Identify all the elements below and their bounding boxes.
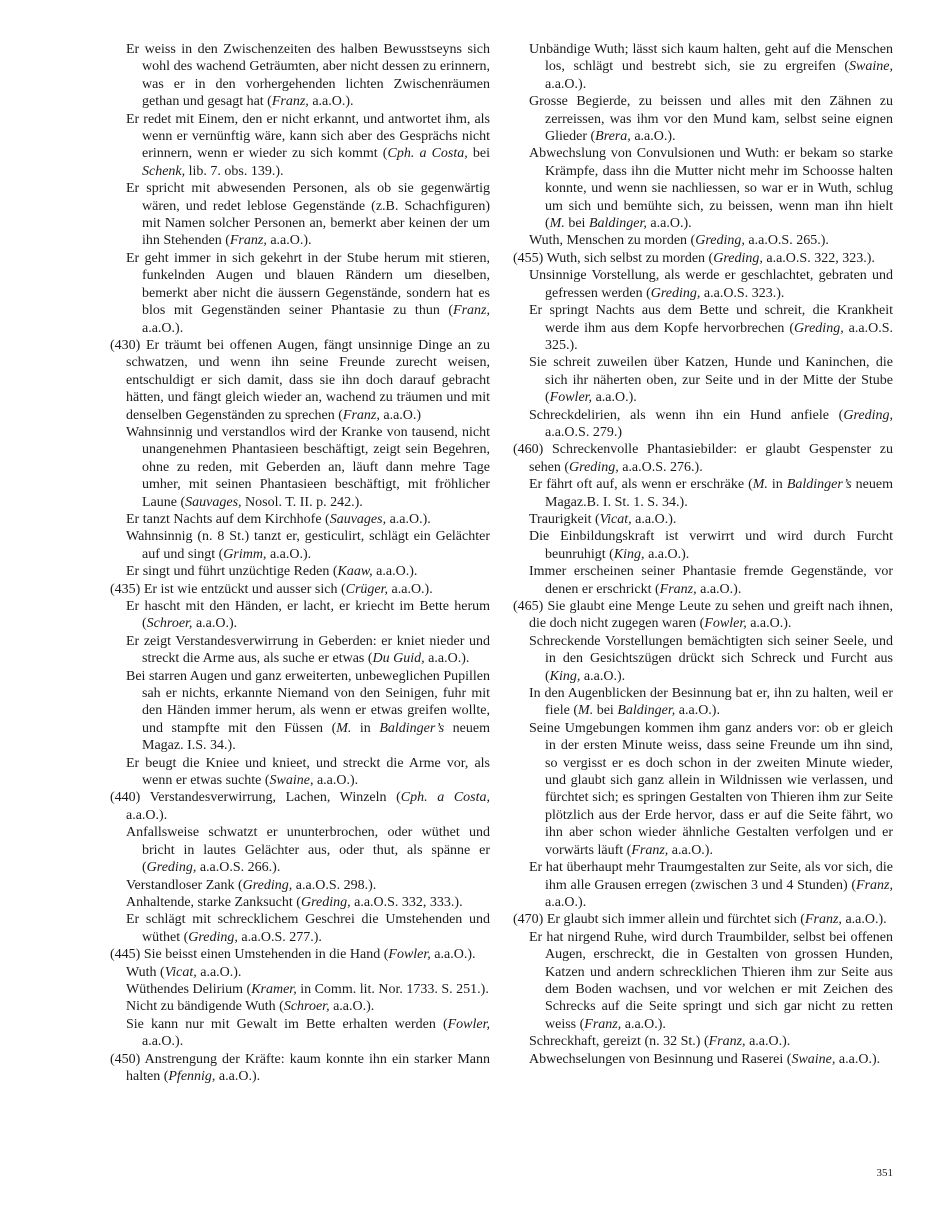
citation-author: Franz,: [631, 842, 669, 858]
entry-number: (430): [110, 337, 141, 353]
entry-number: (445): [110, 947, 141, 963]
entry-text: a.a.O.).: [545, 894, 587, 910]
entry-text: Er geht immer in sich gekehrt in der Stube herum mit stieren, funkelnden Augen und blauen Rändern um dieselben, bemerkt aber nicht die äussern Gegenstände, sondern hat es blos mit Gegenständen seiner Phantasie zu thun (: [126, 250, 490, 319]
entry-text: lib. 7. obs. 139.).: [185, 163, 284, 179]
symptom-entry: [513, 441, 893, 476]
entry-text: a.a.O.).: [631, 511, 677, 527]
citation-author: Brera,: [595, 129, 631, 145]
entry-text: a.a.O.).: [313, 773, 359, 789]
entry-text: Er hascht mit den Händen, er lacht, er kriecht im Bette herum (: [126, 599, 490, 632]
entry-text: a.a.O.).: [386, 511, 431, 527]
entry-text: Sie schreit zuweilen über Katzen, Hunde und Kaninchen, die sich ihr näherten oben, zur Seite und in der Mitte der Stube (: [529, 355, 893, 406]
citation-author: Swaine,: [849, 59, 893, 75]
entry-text: Wuth (: [126, 964, 165, 980]
citation-author: Franz,: [584, 1016, 622, 1032]
entry-text: a.a.O.).: [308, 94, 354, 110]
entry-text: a.a.O.S. 323.).: [700, 285, 785, 301]
citation-author: Franz,: [453, 303, 490, 319]
entry-text: Schreckdelirien, als wenn ihn ein Hund anfiele (: [529, 407, 844, 423]
entry-text: Abwechselungen von Besinnung und Raserei (: [529, 1051, 792, 1067]
citation-author: Franz,: [659, 581, 697, 597]
entry-text: a.a.O.S. 277.).: [237, 929, 322, 945]
entry-text: Er weiss in den Zwischenzeiten des halben Bewusstseyns sich wohl des wachend Geträumten, aber nicht dessen zu erinnern, was er in den vorhergehenden lichten Zwischenräumen gethan und gesagt hat (: [126, 42, 490, 110]
entry-number: (440): [110, 790, 141, 806]
entry-number: (455): [513, 250, 544, 266]
entry-text: a.a.O.).: [142, 320, 184, 336]
citation-author: Cph. a Costa,: [400, 790, 491, 806]
symptom-entry: [110, 789, 490, 824]
entry-text: Er hat nirgend Ruhe, wird durch Traumbilder, selbst bei offenen Augen, erschreckt, die in Gestalten von grossen Hunden, Katzen und andern schrecklichen Thieren ihm zur Seite aus dem Boden wachsen, und vor welchen er mit Zeichen des Schrecks auf die Seite springt und sich gar nicht zu retten weiss (: [529, 929, 893, 1032]
entry-text: a.a.O.).: [668, 842, 713, 858]
entry-text: Nicht zu bändigende Wuth (: [126, 999, 284, 1015]
citation-author: King,: [549, 668, 581, 684]
citation-author: M.: [336, 720, 352, 736]
entry-text: a.a.O.).: [745, 1034, 791, 1050]
entry-text: a.a.O.).: [746, 616, 792, 632]
symptom-entry: [513, 476, 893, 511]
citation-author: Greding,: [569, 459, 619, 475]
entry-number: (450): [110, 1051, 141, 1067]
entry-text: Er zeigt Verstandesverwirrung in Geberden: er kniet nieder und streckt die Arme aus, als suche er etwas (: [126, 633, 490, 667]
citation-author: Franz,: [856, 877, 893, 893]
citation-author: Sauvages,: [185, 494, 242, 510]
entry-text: Schreckenvolle Phantasiebilder: er glaubt Gespenster zu sehen (: [529, 442, 894, 475]
entry-text: Er ist wie entzückt und ausser sich (: [143, 581, 346, 597]
citation-author: Cph. a Costa,: [387, 146, 468, 162]
citation-author: Crüger,: [345, 581, 389, 597]
symptom-entry: [110, 111, 490, 181]
entry-text: in: [767, 477, 787, 493]
symptom-entry: [513, 1033, 893, 1050]
symptom-entry: [513, 685, 893, 720]
citation-author: M.: [578, 703, 594, 719]
citation-author: Greding,: [794, 320, 844, 336]
entry-text: Er redet mit Einem, den er nicht erkannt, und antwortet ihm, als wenn er vernünftig wäre, kann sich aber des Gesprächs nicht erinnern, wenn er wieder zu sich kommt (: [126, 111, 490, 162]
entry-text: a.a.O.).: [192, 616, 238, 632]
entry-text: a.a.O.).: [841, 912, 887, 928]
entry-text: a.a.O.S. 279.): [545, 424, 622, 440]
citation-author: Fowler,: [549, 390, 593, 406]
citation-author: Fowler,: [447, 1016, 490, 1032]
entry-text: a.a.O.S. 322, 323.).: [762, 250, 875, 266]
citation-author: Baldinger’s: [379, 720, 445, 736]
entry-text: Sie glaubt eine Menge Leute zu sehen und greift nach ihnen, die doch nicht zugegen waren (: [529, 599, 894, 632]
right-column: [513, 41, 893, 1068]
entry-text: Abwechslung von Convulsionen und Wuth: er bekam so starke Krämpfe, dass ihn die Mutter nicht mehr im Schoosse halten konnte, und wenn sie nachliessen, so war er in Wuth, schlug um sich und bemühte sich, zu beissen, wenn man ihn hielt (: [529, 146, 893, 232]
entry-text: Wuth, sich selbst zu morden (: [546, 250, 714, 266]
entry-text: Wahnsinnig und verstandlos wird der Kranke von tausend, nicht unangenehmen Phantasieen beschäftigt, zeigt sein Begehren, ohne zu reden, mit Geberden an, läuft dann mehre Tage umher, mit seinen Phantasieen beschäftigt, mit fröhlicher Laune (: [126, 424, 490, 510]
symptom-entry: [513, 250, 893, 267]
citation-author: Sauvages,: [329, 511, 387, 527]
entry-text: Nosol. T. II. p. 242.).: [241, 494, 363, 510]
entry-text: Anstrengung der Kräfte: kaum konnte ihn ein starker Mann halten (: [126, 1051, 491, 1084]
symptom-entry: [110, 1051, 490, 1086]
entry-text: a.a.O.).: [266, 233, 312, 249]
entry-text: Schreckhaft, gereizt (n. 32 St.) (: [529, 1034, 709, 1050]
entry-text: a.a.O.).: [675, 703, 720, 719]
entry-text: a.a.O.S. 276.).: [618, 459, 703, 475]
entry-text: Er tanzt Nachts auf dem Kirchhofe (: [126, 511, 330, 527]
citation-author: Greding,: [188, 929, 238, 945]
citation-author: Greding,: [650, 285, 701, 301]
citation-author: Swaine,: [791, 1051, 836, 1067]
entry-text: in: [351, 720, 380, 736]
citation-author: Greding,: [843, 407, 893, 423]
citation-author: M.: [752, 477, 768, 493]
entry-text: Traurigkeit (: [529, 511, 600, 527]
entry-text: neuem Magaz. I.S. 34.).: [142, 720, 490, 754]
entry-text: in Comm. lit. Nor. 1733. S. 251.).: [296, 981, 489, 997]
citation-author: Greding,: [695, 233, 745, 249]
citation-author: Kramer,: [251, 981, 297, 997]
symptom-entry: [110, 668, 490, 755]
entry-text: a.a.O.).: [646, 216, 692, 232]
entry-text: a.a.O.).: [388, 581, 433, 597]
entry-text: Er singt und führt unzüchtige Reden (: [126, 564, 338, 580]
entry-text: a.a.O.).: [126, 807, 168, 823]
entry-text: Er träumt bei offenen Augen, fängt unsinnige Dinge an zu schwatzen, und wenn ihn seine Freunde zurecht weisen, entschuldigt er sich damit, dass sie ihn doch darauf gebracht hätten, und fängt gleich wieder an, wachend zu träumen und mit denselben Gegenständen zu sprechen (: [126, 337, 490, 423]
citation-author: Fowler,: [388, 947, 431, 963]
citation-author: Franz,: [804, 912, 842, 928]
symptom-entry: [110, 998, 490, 1015]
citation-author: Swaine,: [269, 773, 314, 789]
symptom-entry: [513, 720, 893, 859]
citation-author: M.: [549, 216, 565, 232]
citation-author: Baldinger’s: [786, 477, 852, 493]
entry-text: Anhaltende, starke Zanksucht (: [126, 894, 301, 910]
citation-author: Greding,: [300, 894, 351, 910]
symptom-entry: [513, 407, 893, 442]
entry-text: neuem Magaz.B. I. St. 1. S. 34.).: [545, 477, 893, 510]
entry-text: Seine Umgebungen kommen ihm ganz anders vor: ob er gleich in der ersten Minute weiss, dass seine Freunde um ihn sind, so vergisst er es doch schon in der zweiten Minute wieder, und glaubt sich ganz allein in Wildnissen wie verlassen, und fürchtet sich; es springen Gestalten von Thieren ihm zur Seite plötzlich aus der Erde hervor, dass er auf die Seite fährt, wo ihn aber schon wieder ähnliche Gestalten verfolgen und er vorwärts läuft (: [529, 720, 893, 858]
entry-text: a.a.O.).: [266, 546, 312, 562]
entry-number: (470): [513, 912, 544, 928]
symptom-entry: [110, 877, 490, 894]
entry-text: a.a.O.).: [696, 581, 742, 597]
symptom-entry: [110, 180, 490, 250]
citation-author: Franz,: [271, 94, 309, 110]
entry-number: (435): [110, 581, 141, 597]
entry-text: a.a.O.S. 266.).: [196, 860, 281, 876]
entry-text: Unsinnige Vorstellung, als werde er geschlachtet, gebraten und gefressen werden (: [529, 268, 893, 301]
symptom-entry: [513, 633, 893, 685]
symptom-entry: [513, 302, 893, 354]
entry-text: a.a.O.).: [424, 651, 470, 667]
symptom-entry: [513, 267, 893, 302]
citation-author: Baldinger,: [617, 703, 676, 719]
symptom-entry: [110, 250, 490, 337]
symptom-entry: [110, 755, 490, 790]
entry-text: bei: [593, 703, 618, 719]
entry-text: a.a.O.).: [592, 390, 637, 406]
entry-number: (460): [513, 442, 544, 458]
citation-author: Grimm,: [223, 546, 267, 562]
entry-text: a.a.O.).: [215, 1068, 261, 1084]
citation-author: Franz,: [229, 233, 267, 249]
symptom-entry: [110, 911, 490, 946]
entry-text: Verstandloser Zank (: [126, 877, 243, 893]
citation-author: Franz,: [342, 407, 380, 423]
symptom-entry: [513, 859, 893, 911]
entry-text: a.a.O.).: [372, 564, 418, 580]
entry-text: a.a.O.).: [196, 964, 242, 980]
symptom-entry: [513, 911, 893, 928]
entry-text: a.a.O.): [379, 407, 422, 423]
entry-text: In den Augenblicken der Besinnung bat er, ihn zu halten, weil er fiele (: [529, 686, 893, 719]
symptom-entry: [110, 41, 490, 111]
symptom-entry: [513, 1051, 893, 1068]
citation-author: Greding,: [713, 250, 763, 266]
entry-text: a.a.O.).: [329, 999, 375, 1015]
entry-text: a.a.O.S. 298.).: [292, 877, 377, 893]
symptom-entry: [110, 633, 490, 668]
citation-author: Greding,: [146, 860, 197, 876]
entry-text: a.a.O.).: [580, 668, 626, 684]
symptom-entry: [110, 1016, 490, 1051]
entry-text: a.a.O.S. 332, 333.).: [350, 894, 463, 910]
citation-author: Vicat,: [599, 511, 632, 527]
symptom-entry: [513, 929, 893, 1033]
entry-text: Unbändige Wuth; lässt sich kaum halten, geht auf die Menschen los, schlägt und bestrebt sich, sie zu ergreifen (: [529, 42, 893, 75]
symptom-entry: [110, 563, 490, 580]
symptom-entry: [513, 528, 893, 563]
page-number: 351: [876, 1167, 893, 1179]
entry-text: a.a.O.).: [430, 947, 476, 963]
entry-text: bei: [564, 216, 589, 232]
citation-author: Baldinger,: [588, 216, 647, 232]
citation-author: Fowler,: [704, 616, 747, 632]
symptom-entry: [110, 424, 490, 511]
entry-text: Er beugt die Kniee und knieet, und streckt die Arme vor, als wenn er etwas suchte (: [126, 755, 490, 789]
citation-author: Kaaw,: [337, 564, 373, 580]
symptom-entry: [513, 511, 893, 528]
citation-author: Du Guid,: [372, 651, 425, 667]
citation-author: Schroer,: [283, 999, 330, 1015]
entry-text: a.a.O.).: [621, 1016, 666, 1032]
entry-text: a.a.O.).: [545, 76, 587, 92]
symptom-entry: [110, 337, 490, 424]
symptom-entry: [513, 232, 893, 249]
entry-text: Er glaubt sich immer allein und fürchtet sich (: [546, 912, 805, 928]
symptom-entry: [110, 946, 490, 963]
symptom-entry: [110, 511, 490, 528]
symptom-entry: [110, 964, 490, 981]
citation-author: Greding,: [242, 877, 293, 893]
entry-text: Anfallsweise schwatzt er ununterbrochen, oder wüthet und bricht in lautes Gelächter aus, oder thut, als spänne er (: [126, 825, 490, 876]
entry-text: Sie kann nur mit Gewalt im Bette erhalten werden (: [126, 1016, 448, 1032]
entry-text: Sie beisst einen Umstehenden in die Hand (: [143, 947, 389, 963]
entry-text: Verstandesverwirrung, Lachen, Winzeln (: [149, 790, 401, 806]
entry-text: Er schlägt mit schrecklichem Geschrei die Umstehenden und wüthet (: [126, 912, 490, 945]
symptom-entry: [513, 145, 893, 232]
left-column: [110, 41, 490, 1085]
citation-author: Franz,: [708, 1034, 746, 1050]
symptom-entry: [110, 824, 490, 876]
entry-text: a.a.O.).: [644, 546, 690, 562]
entry-text: Er spricht mit abwesenden Personen, als ob sie gegenwärtig wären, und redet leblose Gegenstände (z.B. Schachfiguren) mit Namen solcher Personen an, bemerkt aber keinen der um ihn Stehenden (: [126, 181, 490, 249]
symptom-entry: [110, 598, 490, 633]
entry-text: Er springt Nachts aus dem Bette und schreit, die Krankheit werde ihm aus dem Kopfe hervorbrechen (: [529, 303, 893, 336]
entry-text: Bei starren Augen und ganz erweiterten, unbeweglichen Pupillen sah er nichts, erkannte Niemand von den Seinigen, fuhr mit den Händen immer herum, als wenn er etwas greifen wollte, und stampfte mit den Füssen (: [126, 668, 490, 736]
entry-text: Wahnsinnig (n. 8 St.) tanzt er, gesticulirt, schlägt ein Gelächter auf und singt (: [126, 529, 490, 562]
entry-text: Wüthendes Delirium (: [126, 981, 252, 997]
symptom-entry: [513, 41, 893, 93]
entry-text: bei: [467, 146, 491, 162]
symptom-entry: [513, 563, 893, 598]
entry-text: Die Einbildungskraft ist verwirrt und wird durch Furcht beunruhigt (: [529, 529, 893, 562]
entry-text: a.a.O.S. 265.).: [744, 233, 829, 249]
citation-author: Vicat,: [164, 964, 197, 980]
entry-text: a.a.O.S. 325.).: [545, 320, 893, 353]
citation-author: King,: [613, 546, 645, 562]
entry-text: a.a.O.).: [835, 1051, 881, 1067]
entry-text: Er fährt oft auf, als wenn er erschräke (: [529, 477, 753, 493]
entry-text: Grosse Begierde, zu beissen und alles mit den Zähnen zu zerreissen, was ihm vor den Mund kam, selbst seine eignen Glieder (: [529, 94, 893, 145]
entry-text: Er hat überhaupt mehr Traumgestalten zur Seite, als vor sich, die ihm alle Grausen erregen (zwischen 3 und 4 Stunden) (: [529, 860, 893, 893]
entry-text: a.a.O.).: [142, 1034, 184, 1050]
entry-number: (465): [513, 599, 544, 614]
symptom-entry: [513, 93, 893, 145]
symptom-entry: [110, 528, 490, 563]
citation-author: Schenk,: [142, 163, 186, 179]
symptom-entry: [110, 581, 490, 598]
symptom-entry: [513, 354, 893, 406]
symptom-entry: [110, 894, 490, 911]
entry-text: Wuth, Menschen zu morden (: [529, 233, 696, 249]
entry-text: Schreckende Vorstellungen bemächtigten sich seiner Seele, und in den Gesichtszügen drückt sich Schreck und Furcht aus (: [529, 633, 893, 684]
symptom-entry: [513, 598, 893, 633]
citation-author: Schroer,: [146, 616, 193, 632]
entry-text: a.a.O.).: [630, 129, 676, 145]
symptom-entry: [110, 981, 490, 998]
citation-author: Pfennig,: [168, 1068, 216, 1084]
entry-text: Immer erscheinen seiner Phantasie fremde Gegenstände, vor denen er erschrickt (: [529, 564, 893, 597]
